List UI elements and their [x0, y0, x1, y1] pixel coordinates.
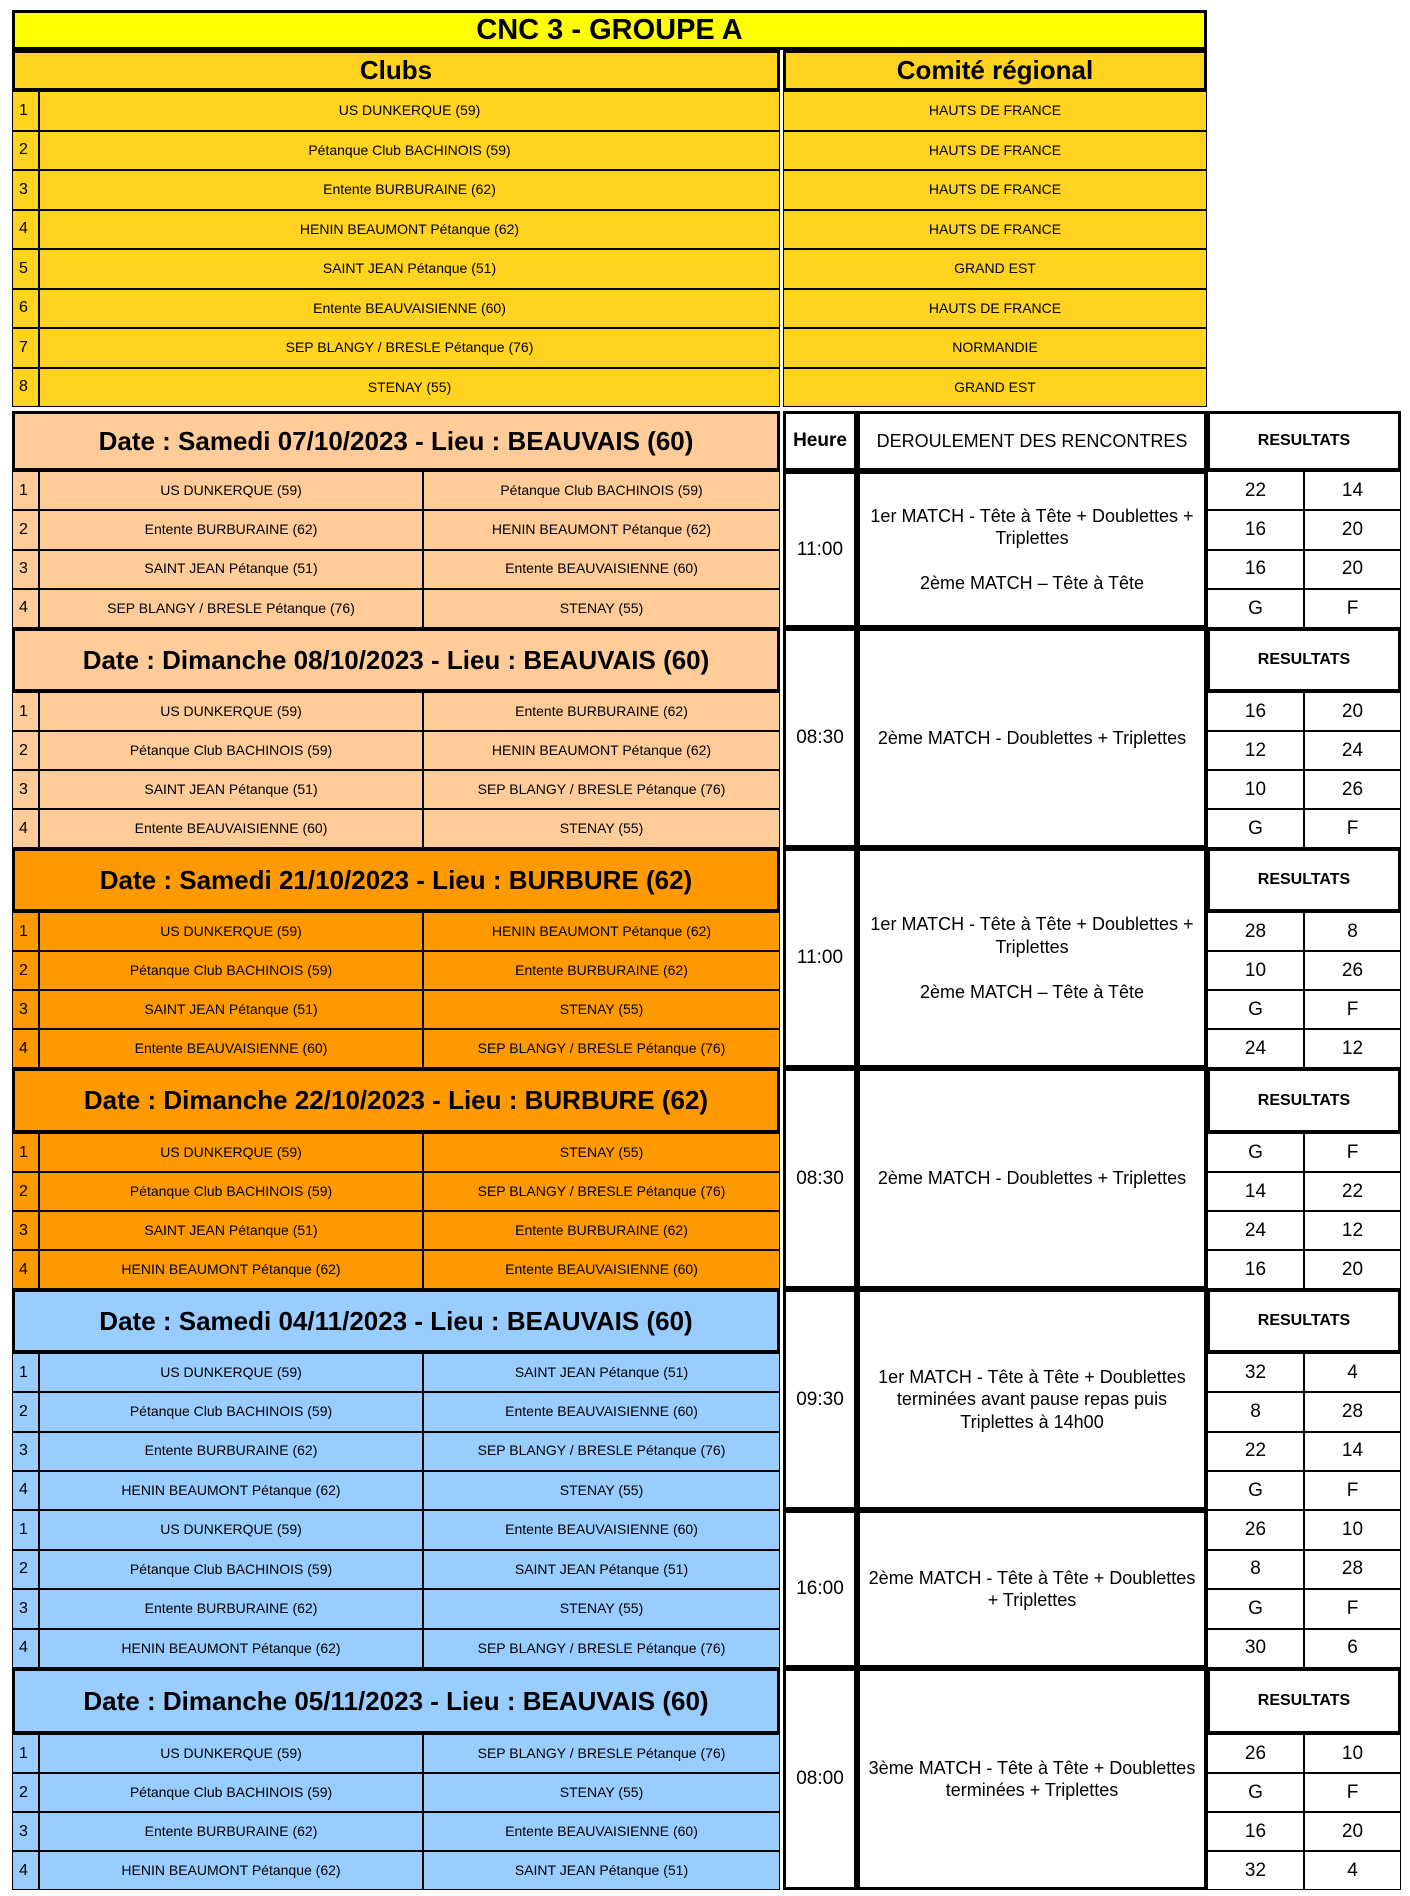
home-team: Entente BURBURAINE (62): [39, 510, 423, 549]
match-number: 2: [12, 1550, 39, 1590]
away-score: 28: [1304, 1550, 1401, 1590]
away-team: Pétanque Club BACHINOIS (59): [423, 471, 780, 510]
match-number: 2: [12, 1392, 39, 1431]
away-score: 10: [1304, 1734, 1401, 1773]
home-team: Pétanque Club BACHINOIS (59): [39, 731, 423, 770]
club-number: 2: [12, 131, 39, 171]
home-score: 22: [1207, 471, 1304, 510]
home-score: 12: [1207, 731, 1304, 770]
match-description: 1er MATCH - Tête à Tête + Doublettes terminées avant pause repas puis Triplettes à 14h00: [857, 1289, 1207, 1510]
away-team: SEP BLANGY / BRESLE Pétanque (76): [423, 1172, 780, 1211]
results-header: RESULTATS: [1207, 1289, 1401, 1353]
home-team: HENIN BEAUMONT Pétanque (62): [39, 1471, 423, 1510]
home-score: 22: [1207, 1432, 1304, 1471]
away-team: STENAY (55): [423, 1589, 780, 1629]
away-team: Entente BURBURAINE (62): [423, 1211, 780, 1250]
match-number: 2: [12, 510, 39, 549]
home-team: Pétanque Club BACHINOIS (59): [39, 1392, 423, 1431]
match-number: 3: [12, 550, 39, 589]
club-name: US DUNKERQUE (59): [39, 91, 780, 131]
home-team: Entente BURBURAINE (62): [39, 1589, 423, 1629]
away-team: Entente BEAUVAISIENNE (60): [423, 1812, 780, 1851]
results-header: RESULTATS: [1207, 848, 1401, 912]
home-score: 16: [1207, 550, 1304, 589]
away-score: 12: [1304, 1211, 1401, 1250]
away-team: STENAY (55): [423, 1133, 780, 1172]
club-name: HENIN BEAUMONT Pétanque (62): [39, 210, 780, 250]
club-region: HAUTS DE FRANCE: [783, 289, 1207, 329]
home-team: HENIN BEAUMONT Pétanque (62): [39, 1250, 423, 1289]
away-score: 14: [1304, 471, 1401, 510]
home-score: G: [1207, 1133, 1304, 1172]
away-team: SAINT JEAN Pétanque (51): [423, 1851, 780, 1890]
away-score: 20: [1304, 1812, 1401, 1851]
home-score: G: [1207, 990, 1304, 1029]
club-number: 8: [12, 368, 39, 408]
results-header: RESULTATS: [1207, 1668, 1401, 1734]
session-date: Date : Dimanche 22/10/2023 - Lieu : BURBURE (62): [12, 1068, 780, 1133]
match-description: 1er MATCH - Tête à Tête + Doublettes + Triplettes 2ème MATCH – Tête à Tête: [857, 848, 1207, 1068]
away-team: Entente BEAUVAISIENNE (60): [423, 1510, 780, 1550]
home-team: Pétanque Club BACHINOIS (59): [39, 1773, 423, 1812]
club-name: Pétanque Club BACHINOIS (59): [39, 131, 780, 171]
match-number: 1: [12, 471, 39, 510]
match-time: 08:00: [783, 1668, 857, 1890]
away-team: SEP BLANGY / BRESLE Pétanque (76): [423, 1029, 780, 1068]
away-team: Entente BURBURAINE (62): [423, 951, 780, 990]
deroulement-header: DEROULEMENT DES RENCONTRES: [857, 411, 1207, 471]
away-score: 6: [1304, 1629, 1401, 1669]
match-number: 4: [12, 589, 39, 628]
away-score: F: [1304, 990, 1401, 1029]
results-header: RESULTATS: [1207, 628, 1401, 692]
home-team: US DUNKERQUE (59): [39, 912, 423, 951]
home-team: Pétanque Club BACHINOIS (59): [39, 1550, 423, 1590]
home-score: G: [1207, 1589, 1304, 1629]
club-number: 7: [12, 328, 39, 368]
club-region: HAUTS DE FRANCE: [783, 131, 1207, 171]
match-number: 4: [12, 1471, 39, 1510]
away-team: STENAY (55): [423, 990, 780, 1029]
club-name: Entente BURBURAINE (62): [39, 170, 780, 210]
away-score: 20: [1304, 510, 1401, 549]
away-team: Entente BEAUVAISIENNE (60): [423, 1392, 780, 1431]
home-score: 32: [1207, 1851, 1304, 1890]
club-number: 3: [12, 170, 39, 210]
match-number: 3: [12, 1432, 39, 1471]
match-number: 1: [12, 912, 39, 951]
away-score: F: [1304, 1589, 1401, 1629]
match-time: 08:30: [783, 1068, 857, 1289]
match-description: 2ème MATCH - Tête à Tête + Doublettes + Triplettes: [857, 1510, 1207, 1668]
session-date: Date : Samedi 04/11/2023 - Lieu : BEAUVAIS (60): [12, 1289, 780, 1353]
results-header: RESULTATS: [1207, 1068, 1401, 1133]
match-description: 2ème MATCH - Doublettes + Triplettes: [857, 1068, 1207, 1289]
away-team: SEP BLANGY / BRESLE Pétanque (76): [423, 1432, 780, 1471]
club-region: GRAND EST: [783, 249, 1207, 289]
home-team: US DUNKERQUE (59): [39, 471, 423, 510]
away-score: 20: [1304, 550, 1401, 589]
away-score: 12: [1304, 1029, 1401, 1068]
club-number: 1: [12, 91, 39, 131]
home-score: 26: [1207, 1734, 1304, 1773]
home-team: Entente BEAUVAISIENNE (60): [39, 1029, 423, 1068]
home-team: Pétanque Club BACHINOIS (59): [39, 951, 423, 990]
away-score: 4: [1304, 1851, 1401, 1890]
home-team: US DUNKERQUE (59): [39, 1734, 423, 1773]
away-score: F: [1304, 1471, 1401, 1510]
home-score: 10: [1207, 951, 1304, 990]
match-number: 4: [12, 1851, 39, 1890]
home-team: SAINT JEAN Pétanque (51): [39, 550, 423, 589]
home-team: US DUNKERQUE (59): [39, 1510, 423, 1550]
away-score: 20: [1304, 1250, 1401, 1289]
home-score: 26: [1207, 1510, 1304, 1550]
home-score: 16: [1207, 1812, 1304, 1851]
match-number: 2: [12, 951, 39, 990]
away-team: SAINT JEAN Pétanque (51): [423, 1353, 780, 1392]
match-number: 1: [12, 1510, 39, 1550]
home-team: Pétanque Club BACHINOIS (59): [39, 1172, 423, 1211]
match-number: 2: [12, 1773, 39, 1812]
club-name: STENAY (55): [39, 368, 780, 408]
match-time: 11:00: [783, 471, 857, 628]
club-name: SEP BLANGY / BRESLE Pétanque (76): [39, 328, 780, 368]
home-score: 30: [1207, 1629, 1304, 1669]
home-team: Entente BURBURAINE (62): [39, 1432, 423, 1471]
match-number: 1: [12, 1734, 39, 1773]
home-team: US DUNKERQUE (59): [39, 692, 423, 731]
away-score: 28: [1304, 1392, 1401, 1431]
club-name: Entente BEAUVAISIENNE (60): [39, 289, 780, 329]
away-score: 10: [1304, 1510, 1401, 1550]
away-score: F: [1304, 1133, 1401, 1172]
home-score: 14: [1207, 1172, 1304, 1211]
page-title: CNC 3 - GROUPE A: [12, 10, 1207, 50]
away-team: STENAY (55): [423, 1471, 780, 1510]
match-number: 3: [12, 1211, 39, 1250]
club-region: GRAND EST: [783, 368, 1207, 408]
away-team: STENAY (55): [423, 809, 780, 848]
home-score: 24: [1207, 1211, 1304, 1250]
home-score: 8: [1207, 1550, 1304, 1590]
away-score: 22: [1304, 1172, 1401, 1211]
home-score: 24: [1207, 1029, 1304, 1068]
match-time: 08:30: [783, 628, 857, 848]
match-number: 3: [12, 1812, 39, 1851]
away-score: F: [1304, 1773, 1401, 1812]
away-score: 26: [1304, 770, 1401, 809]
home-score: 10: [1207, 770, 1304, 809]
away-score: 26: [1304, 951, 1401, 990]
home-team: HENIN BEAUMONT Pétanque (62): [39, 1629, 423, 1669]
home-score: 32: [1207, 1353, 1304, 1392]
home-team: US DUNKERQUE (59): [39, 1353, 423, 1392]
home-score: 8: [1207, 1392, 1304, 1431]
away-score: 8: [1304, 912, 1401, 951]
away-team: STENAY (55): [423, 589, 780, 628]
home-team: SEP BLANGY / BRESLE Pétanque (76): [39, 589, 423, 628]
match-time: 16:00: [783, 1510, 857, 1668]
match-number: 3: [12, 990, 39, 1029]
home-score: G: [1207, 1773, 1304, 1812]
club-number: 6: [12, 289, 39, 329]
club-name: SAINT JEAN Pétanque (51): [39, 249, 780, 289]
club-region: HAUTS DE FRANCE: [783, 170, 1207, 210]
away-team: HENIN BEAUMONT Pétanque (62): [423, 731, 780, 770]
home-team: SAINT JEAN Pétanque (51): [39, 770, 423, 809]
match-description: 1er MATCH - Tête à Tête + Doublettes + Triplettes 2ème MATCH – Tête à Tête: [857, 471, 1207, 628]
away-score: 20: [1304, 692, 1401, 731]
club-region: HAUTS DE FRANCE: [783, 91, 1207, 131]
region-header: Comité régional: [783, 50, 1207, 91]
club-region: HAUTS DE FRANCE: [783, 210, 1207, 250]
club-number: 4: [12, 210, 39, 250]
away-team: Entente BURBURAINE (62): [423, 692, 780, 731]
match-number: 4: [12, 1250, 39, 1289]
away-score: F: [1304, 589, 1401, 628]
match-number: 3: [12, 1589, 39, 1629]
away-team: HENIN BEAUMONT Pétanque (62): [423, 510, 780, 549]
away-team: SEP BLANGY / BRESLE Pétanque (76): [423, 770, 780, 809]
home-team: US DUNKERQUE (59): [39, 1133, 423, 1172]
home-score: 16: [1207, 510, 1304, 549]
session-date: Date : Dimanche 05/11/2023 - Lieu : BEAUVAIS (60): [12, 1668, 780, 1734]
clubs-header: Clubs: [12, 50, 780, 91]
away-score: F: [1304, 809, 1401, 848]
match-time: 11:00: [783, 848, 857, 1068]
home-team: HENIN BEAUMONT Pétanque (62): [39, 1851, 423, 1890]
club-region: NORMANDIE: [783, 328, 1207, 368]
away-team: SEP BLANGY / BRESLE Pétanque (76): [423, 1629, 780, 1669]
home-team: SAINT JEAN Pétanque (51): [39, 1211, 423, 1250]
home-score: 16: [1207, 1250, 1304, 1289]
away-score: 4: [1304, 1353, 1401, 1392]
away-team: STENAY (55): [423, 1773, 780, 1812]
away-score: 24: [1304, 731, 1401, 770]
match-number: 2: [12, 1172, 39, 1211]
away-team: SAINT JEAN Pétanque (51): [423, 1550, 780, 1590]
session-date: Date : Dimanche 08/10/2023 - Lieu : BEAUVAIS (60): [12, 628, 780, 692]
away-score: 14: [1304, 1432, 1401, 1471]
match-number: 4: [12, 809, 39, 848]
results-header: RESULTATS: [1207, 411, 1401, 471]
match-description: 2ème MATCH - Doublettes + Triplettes: [857, 628, 1207, 848]
match-number: 3: [12, 770, 39, 809]
match-time: 09:30: [783, 1289, 857, 1510]
home-score: 28: [1207, 912, 1304, 951]
match-number: 2: [12, 731, 39, 770]
away-team: SEP BLANGY / BRESLE Pétanque (76): [423, 1734, 780, 1773]
away-team: HENIN BEAUMONT Pétanque (62): [423, 912, 780, 951]
home-team: Entente BURBURAINE (62): [39, 1812, 423, 1851]
home-score: G: [1207, 809, 1304, 848]
match-number: 1: [12, 692, 39, 731]
home-score: G: [1207, 589, 1304, 628]
home-score: G: [1207, 1471, 1304, 1510]
session-date: Date : Samedi 21/10/2023 - Lieu : BURBURE (62): [12, 848, 780, 912]
match-number: 1: [12, 1133, 39, 1172]
home-team: SAINT JEAN Pétanque (51): [39, 990, 423, 1029]
match-description: 3ème MATCH - Tête à Tête + Doublettes terminées + Triplettes: [857, 1668, 1207, 1890]
match-number: 1: [12, 1353, 39, 1392]
match-number: 4: [12, 1029, 39, 1068]
away-team: Entente BEAUVAISIENNE (60): [423, 1250, 780, 1289]
home-team: Entente BEAUVAISIENNE (60): [39, 809, 423, 848]
home-score: 16: [1207, 692, 1304, 731]
away-team: Entente BEAUVAISIENNE (60): [423, 550, 780, 589]
heure-header: Heure: [783, 411, 857, 471]
club-number: 5: [12, 249, 39, 289]
session-date: Date : Samedi 07/10/2023 - Lieu : BEAUVAIS (60): [12, 411, 780, 471]
match-number: 4: [12, 1629, 39, 1669]
